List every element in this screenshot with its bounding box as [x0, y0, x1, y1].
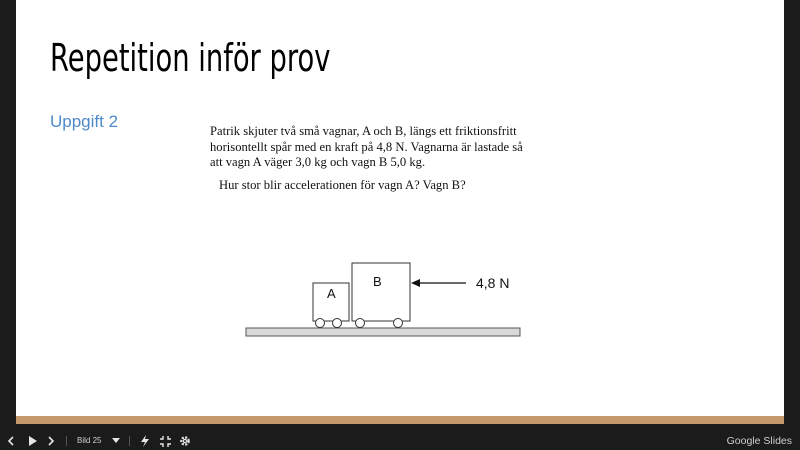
slide-subtitle: Uppgift 2 — [50, 112, 119, 131]
slide-canvas — [16, 0, 784, 424]
problem-text — [210, 124, 590, 193]
problem-line: horisontellt spår med en kraft på 4,8 N. Vagnarna är lastade så — [210, 139, 523, 154]
settings-button[interactable] — [178, 432, 192, 450]
caret-down-icon — [112, 438, 120, 444]
exit-fullscreen-button[interactable] — [158, 432, 172, 450]
previous-slide-button[interactable] — [4, 432, 18, 450]
problem-line: att vagn A väger 3,0 kg och vagn B 5,0 kg. — [210, 155, 426, 169]
next-slide-button[interactable] — [44, 432, 58, 450]
wheel — [316, 319, 325, 328]
problem-question: Hur stor blir accelerationen för vagn A? Vagn B? — [219, 177, 466, 192]
slide-accent-bar — [16, 416, 784, 424]
slide-number-label: Bild 25 — [77, 436, 102, 445]
track — [246, 328, 520, 336]
force-label: 4,8 N — [476, 275, 510, 291]
presentation-toolbar — [0, 432, 800, 450]
chevron-left-icon — [7, 436, 15, 446]
laser-pointer-icon — [140, 435, 150, 447]
chevron-right-icon — [47, 436, 55, 446]
wheel — [333, 319, 342, 328]
problem-line: Patrik skjuter två små vagnar, A och B, längs ett friktionsfritt — [210, 124, 517, 138]
cart-b-label: B — [373, 274, 382, 289]
arrow-head — [411, 279, 420, 287]
slide-dropdown-button[interactable] — [110, 432, 122, 450]
wheel — [356, 319, 365, 328]
toolbar-divider — [129, 436, 130, 446]
carts-diagram — [226, 255, 536, 345]
google-slides-brand: Google Slides — [726, 435, 792, 447]
cart-b — [352, 263, 410, 321]
play-button[interactable] — [24, 432, 40, 450]
gear-icon — [179, 435, 191, 447]
toolbar-divider — [66, 436, 67, 446]
laser-pointer-button[interactable] — [138, 432, 152, 450]
slide-title: Repetition inför prov — [50, 36, 331, 80]
wheel — [394, 319, 403, 328]
play-icon — [28, 436, 37, 446]
exit-fullscreen-icon — [160, 436, 171, 447]
cart-a-label: A — [327, 286, 336, 301]
